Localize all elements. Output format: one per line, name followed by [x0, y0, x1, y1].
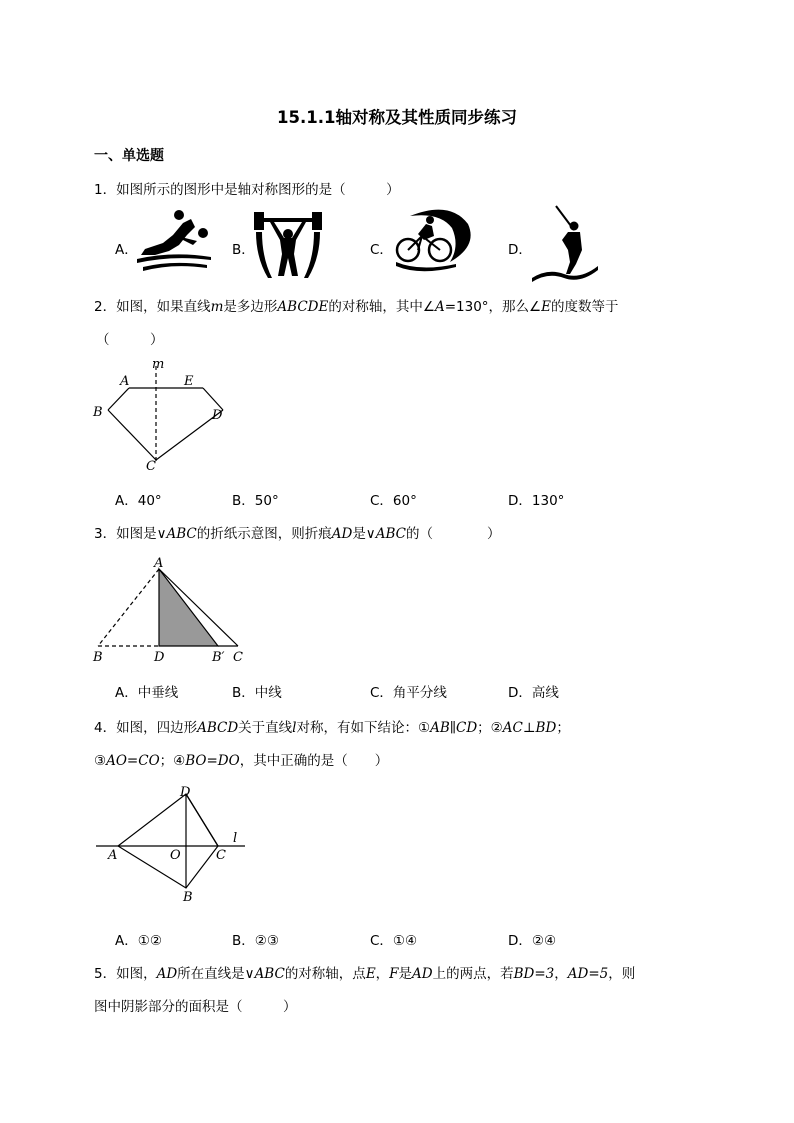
page-title: 15.1.1轴对称及其性质同步练习 — [277, 108, 517, 127]
label-C: C — [146, 459, 156, 474]
label-B: B — [93, 650, 103, 665]
label-m: m — [152, 357, 165, 372]
q4-option-d: D．②④ — [508, 933, 557, 949]
label-B: B — [93, 405, 103, 420]
label-E: E — [184, 374, 194, 389]
q4-option-c: C．①④ — [370, 933, 418, 949]
question-1-text: 1．如图所示的图形中是轴对称图形的是（ ） — [94, 182, 400, 198]
q3-option-a: A．中垂线 — [115, 685, 179, 701]
question-4-text-line2: ③AO=CO；④BO=DO，其中正确的是（ ） — [94, 753, 389, 769]
label-C: C — [216, 848, 226, 863]
question-2-text: 2．如图，如果直线m是多边形ABCDE的对称轴，其中∠A=130°，那么∠E的度数等于 — [94, 299, 619, 315]
label-A: A — [120, 374, 130, 389]
label-D: D — [212, 408, 223, 423]
label-D: D — [154, 650, 165, 665]
q3-option-b: B．中线 — [232, 685, 282, 701]
quadrilateral-diagram — [90, 780, 255, 908]
label-B-prime: B′ — [212, 650, 225, 665]
question-2-answer-blank: （ ） — [96, 332, 164, 348]
q2-option-c: C．60° — [370, 493, 417, 509]
q2-option-d: D．130° — [508, 493, 565, 509]
q2-option-a: A．40° — [115, 493, 162, 509]
label-C: C — [233, 650, 243, 665]
q1-option-b-label: B． — [232, 242, 255, 258]
section-heading: 一、单选题 — [94, 148, 164, 164]
label-D: D — [180, 785, 191, 800]
golfer-icon — [528, 204, 600, 284]
label-O: O — [170, 848, 181, 863]
q3-option-c: C．角平分线 — [370, 685, 447, 701]
label-B: B — [183, 890, 193, 905]
q1-option-c-label: C． — [370, 242, 393, 258]
label-l: l — [233, 831, 238, 846]
q4-option-a: A．①② — [115, 933, 162, 949]
cyclist-icon — [390, 206, 474, 274]
q2-option-b: B．50° — [232, 493, 279, 509]
q3-option-d: D．高线 — [508, 685, 559, 701]
volleyball-player-icon — [133, 205, 215, 275]
weightlifter-icon — [252, 208, 324, 280]
label-A: A — [108, 848, 118, 863]
question-5-text-line2: 图中阴影部分的面积是（ ） — [94, 999, 297, 1015]
q1-option-d-label: D． — [508, 242, 532, 258]
question-3-text: 3．如图是∨ABC的折纸示意图，则折痕AD是∨ABC的（ ） — [94, 526, 501, 542]
pentagon-diagram — [90, 352, 240, 477]
q1-option-a-label: A． — [115, 242, 138, 258]
question-4-text-line1: 4．如图，四边形ABCD关于直线l对称，有如下结论：①AB∥CD；②AC⊥BD； — [94, 720, 570, 736]
label-A: A — [154, 556, 164, 571]
question-5-text-line1: 5．如图，AD所在直线是∨ABC的对称轴，点E，F是AD上的两点，若BD=3，AD=5，则 — [94, 966, 636, 982]
folding-triangle-diagram — [88, 553, 248, 665]
q4-option-b: B．②③ — [232, 933, 279, 949]
